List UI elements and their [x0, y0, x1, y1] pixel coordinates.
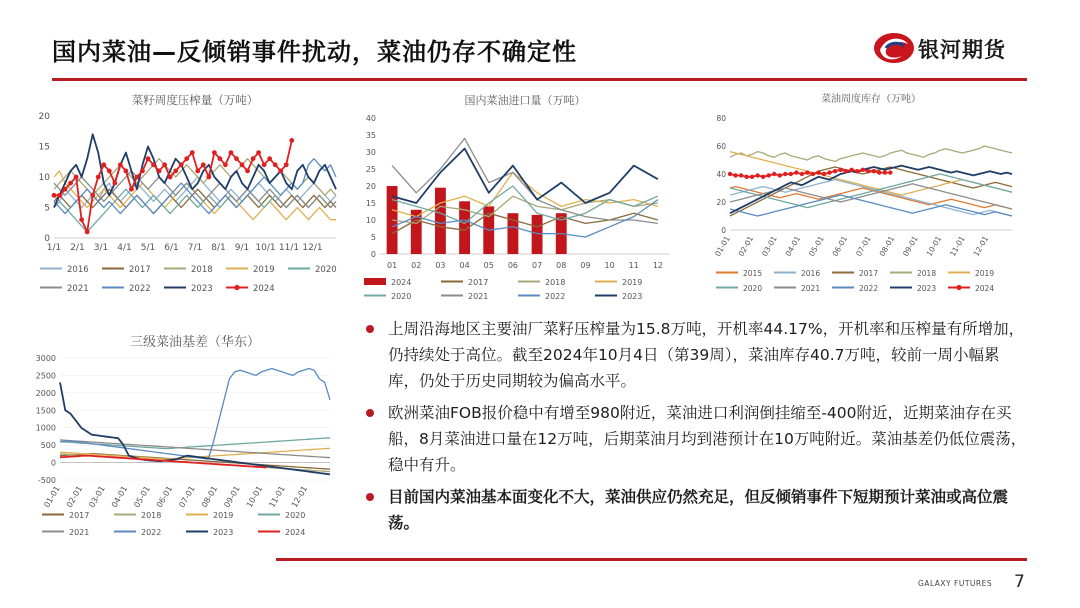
- legend-label: 2018: [141, 511, 162, 520]
- point-2024: [157, 169, 162, 174]
- legend-label: 2023: [213, 528, 234, 537]
- x-tick-label: 10-01: [244, 484, 265, 510]
- legend-label: 2021: [69, 528, 90, 537]
- y-tick-label: 60: [716, 142, 726, 151]
- basis-svg: [30, 330, 340, 550]
- x-tick-label: 08-01: [199, 484, 220, 510]
- x-tick-label: 04-01: [109, 484, 130, 510]
- point-2024: [273, 162, 278, 167]
- point-2024: [262, 162, 267, 167]
- legend-marker: [956, 285, 961, 290]
- import-volume-chart: [356, 90, 682, 305]
- x-tick-label: 06: [507, 261, 519, 270]
- point-2024: [811, 172, 815, 176]
- y-tick-label: 500: [40, 441, 56, 451]
- point-2024: [85, 230, 90, 235]
- y-tick-label: 35: [365, 131, 376, 140]
- logo-text: 银河期货: [918, 38, 1006, 62]
- bullet-dot-icon: [366, 493, 374, 501]
- point-2024: [267, 156, 272, 161]
- legend-label: 2017: [129, 265, 151, 275]
- legend-label: 2019: [213, 511, 234, 520]
- legend-label: 2024: [253, 284, 275, 294]
- point-2024: [883, 170, 887, 174]
- x-tick-label: 07: [531, 261, 543, 270]
- series-line-2023: [392, 149, 658, 203]
- legend-label: 2023: [191, 284, 213, 294]
- legend-label: 2020: [315, 265, 337, 275]
- x-tick-label: 02: [411, 261, 422, 270]
- point-2024: [74, 175, 79, 180]
- point-2024: [184, 156, 189, 161]
- x-tick-label: 5/1: [140, 243, 156, 253]
- legend-label: 2021: [801, 284, 821, 293]
- chart-title: 菜油周度库存（万吨）: [821, 94, 921, 105]
- x-tick-label: 6/1: [164, 243, 179, 253]
- series-line-2018: [730, 146, 1012, 161]
- x-tick-label: 10: [604, 261, 615, 270]
- point-2024: [173, 169, 178, 174]
- point-2024: [118, 162, 123, 167]
- point-2024: [866, 169, 870, 173]
- point-2024: [855, 169, 859, 173]
- x-tick-label: 12/1: [302, 243, 323, 253]
- series-line-2019: [392, 172, 658, 216]
- point-2024: [833, 169, 837, 173]
- x-tick-label: 05-01: [132, 484, 152, 510]
- point-2024: [783, 172, 787, 176]
- x-tick-label: 07-01: [854, 234, 873, 258]
- x-tick-label: 02-01: [736, 234, 756, 258]
- x-tick-label: 08: [556, 261, 567, 270]
- y-tick-label: -500: [37, 476, 56, 485]
- point-2024: [861, 168, 865, 172]
- point-2024: [229, 150, 234, 155]
- y-tick-label: 5: [44, 203, 50, 214]
- bullet-item: 目前国内菜油基本面变化不大，菜油供应仍然充足，但反倾销事件下短期预计菜油或高位震荡。: [358, 484, 1030, 536]
- legend-label: 2022: [141, 528, 162, 537]
- series-line-2022: [60, 369, 330, 460]
- point-2024: [778, 173, 782, 177]
- x-tick-label: 11-01: [948, 234, 967, 258]
- y-tick-label: 1500: [35, 406, 56, 416]
- x-tick-label: 04-01: [783, 234, 803, 258]
- bullet-dot-icon: [366, 409, 374, 417]
- legend-label: 2019: [253, 265, 275, 275]
- page-number: 7: [1014, 572, 1025, 592]
- x-tick-label: 9/1: [234, 243, 250, 253]
- x-tick-label: 03: [435, 261, 446, 270]
- y-tick-label: 15: [38, 142, 50, 153]
- y-tick-label: 10: [38, 173, 50, 183]
- point-2024: [129, 187, 134, 192]
- y-tick-label: 40: [716, 170, 726, 179]
- point-2024: [223, 162, 228, 167]
- point-2024: [90, 193, 95, 198]
- legend-label: 2016: [67, 265, 89, 275]
- legend-label: 2021: [67, 284, 89, 294]
- chart-title: 三级菜油基差（华东）: [129, 335, 261, 350]
- point-2024: [822, 172, 826, 176]
- x-tick-label: 09-01: [901, 234, 920, 258]
- point-2024: [206, 175, 211, 180]
- brand-logo: [872, 28, 1032, 68]
- point-2024: [827, 170, 831, 174]
- y-tick-label: 40: [365, 114, 376, 123]
- legend-label: 2017: [69, 511, 90, 520]
- y-tick-label: 15: [365, 199, 376, 208]
- legend-label: 2023: [622, 292, 643, 301]
- bullet-item: 欧洲菜油FOB报价稳中有增至980附近，菜油进口利润倒挂缩至-400附近，近期菜油存在买船，8月菜油进口量在12万吨，后期菜油月均到港预计在10万吨附近。菜油基差仍低位震荡，稳中有升。: [358, 400, 1030, 478]
- x-tick-label: 08-01: [877, 234, 897, 258]
- point-2024: [240, 162, 245, 167]
- x-tick-label: 03-01: [760, 234, 779, 258]
- galaxy-logo-icon: [872, 28, 916, 68]
- point-2024: [278, 169, 283, 174]
- legend-label: 2022: [859, 284, 879, 293]
- footer-divider: [276, 558, 1027, 561]
- bullet-dot-icon: [366, 325, 374, 333]
- y-tick-label: 20: [365, 182, 376, 191]
- point-2024: [256, 150, 261, 155]
- point-2024: [844, 169, 848, 173]
- bullet-item: 上周沿海地区主要油厂菜籽压榨量为15.8万吨，开机率44.17%，开机率和压榨量有所增加，仍持续处于高位。截至2024年10月4日（第39周），菜油库存40.7万吨，较前一周小幅累库，仍处于历史同期较为偏高水平。: [358, 316, 1030, 394]
- point-2024: [794, 170, 798, 174]
- x-tick-label: 12-01: [971, 234, 991, 258]
- point-2024: [179, 162, 184, 167]
- bar-07: [532, 215, 543, 254]
- x-tick-label: 10-01: [924, 234, 944, 258]
- point-2024: [217, 156, 222, 161]
- x-tick-label: 12-01: [289, 484, 310, 510]
- bar-03: [435, 188, 446, 254]
- y-tick-label: 0: [50, 458, 56, 468]
- point-2024: [190, 150, 195, 155]
- point-2024: [107, 169, 112, 174]
- x-tick-label: 01-01: [713, 234, 732, 258]
- point-2024: [234, 156, 239, 161]
- chart-title: 国内菜油进口量（万吨）: [464, 94, 586, 107]
- x-tick-label: 05: [483, 261, 494, 270]
- y-tick-label: 0: [721, 226, 726, 235]
- point-2024: [744, 175, 748, 179]
- point-2024: [888, 170, 892, 174]
- y-tick-label: 3000: [35, 354, 56, 363]
- legend-label: 2017: [859, 269, 879, 278]
- point-2024: [135, 175, 140, 180]
- legend-label: 2020: [743, 284, 763, 293]
- legend-label: 2024: [975, 284, 995, 293]
- crush-svg: [30, 90, 350, 305]
- y-tick-label: 10: [365, 216, 376, 225]
- y-tick-label: 20: [38, 112, 50, 122]
- point-2024: [733, 173, 737, 177]
- stock-svg: [706, 90, 1026, 305]
- point-2024: [739, 173, 743, 177]
- x-tick-label: 8/1: [211, 243, 226, 253]
- point-2024: [251, 156, 256, 161]
- legend-label: 2020: [391, 292, 412, 301]
- x-tick-label: 4/1: [117, 243, 132, 253]
- point-2024: [289, 138, 294, 143]
- legend-label: 2017: [468, 278, 489, 287]
- point-2024: [57, 193, 62, 198]
- point-2024: [767, 173, 771, 177]
- footer-brand: GALAXY FUTURES: [918, 579, 993, 588]
- point-2024: [123, 169, 128, 174]
- y-tick-label: 1000: [35, 423, 56, 433]
- legend-label: 2018: [545, 278, 566, 287]
- point-2024: [750, 175, 754, 179]
- x-tick-label: 1/1: [46, 243, 62, 253]
- x-tick-label: 11: [628, 261, 639, 270]
- point-2024: [151, 162, 156, 167]
- stock-chart: [706, 90, 1026, 305]
- y-tick-label: 0: [370, 250, 376, 259]
- y-tick-label: 25: [365, 165, 376, 174]
- x-tick-label: 11/1: [278, 243, 300, 253]
- point-2024: [872, 169, 876, 173]
- import-svg: [356, 90, 682, 305]
- point-2024: [728, 172, 732, 176]
- x-tick-label: 01-01: [42, 484, 62, 510]
- point-2024: [245, 169, 250, 174]
- x-tick-label: 7/1: [187, 243, 203, 253]
- crush-volume-chart: [30, 90, 350, 305]
- point-2024: [68, 181, 73, 186]
- y-tick-label: 0: [44, 234, 50, 244]
- point-2024: [168, 175, 173, 180]
- x-tick-label: 06-01: [830, 234, 850, 258]
- point-2024: [284, 162, 289, 167]
- x-tick-label: 01: [386, 261, 398, 270]
- point-2024: [789, 172, 793, 176]
- legend-label: 2018: [917, 269, 937, 278]
- x-tick-label: 3/1: [93, 243, 109, 253]
- legend-label: 2019: [622, 278, 643, 287]
- point-2024: [96, 175, 101, 180]
- y-tick-label: 2500: [35, 371, 56, 381]
- point-2024: [212, 150, 217, 155]
- legend-label: 2022: [545, 292, 566, 301]
- header-divider: [52, 78, 1027, 81]
- legend-swatch: [364, 278, 386, 285]
- point-2024: [79, 217, 84, 222]
- point-2024: [112, 181, 117, 186]
- x-tick-label: 06-01: [154, 484, 175, 510]
- legend-label: 2022: [129, 284, 151, 294]
- y-tick-label: 20: [716, 198, 726, 207]
- legend-label: 2024: [285, 528, 306, 537]
- x-tick-label: 05-01: [807, 234, 826, 258]
- point-2024: [63, 187, 68, 192]
- legend-label: 2023: [917, 284, 937, 293]
- analysis-bullets: [358, 316, 1030, 542]
- page-title: 国内菜油—反倾销事件扰动，菜油仍存不确定性: [52, 38, 577, 66]
- point-2024: [140, 169, 145, 174]
- point-2024: [101, 162, 106, 167]
- point-2024: [816, 170, 820, 174]
- legend-label: 2016: [801, 269, 821, 278]
- point-2024: [761, 175, 765, 179]
- y-tick-label: 30: [365, 148, 376, 157]
- point-2024: [201, 162, 206, 167]
- point-2024: [146, 156, 151, 161]
- legend-label: 2024: [391, 278, 412, 287]
- point-2024: [800, 172, 804, 176]
- point-2024: [755, 173, 759, 177]
- legend-label: 2020: [285, 511, 306, 520]
- x-tick-label: 11-01: [267, 484, 287, 510]
- x-tick-label: 2/1: [70, 243, 85, 253]
- x-tick-label: 09: [580, 261, 591, 270]
- basis-chart: [30, 330, 340, 550]
- point-2024: [52, 193, 57, 198]
- x-tick-label: 04: [459, 261, 470, 270]
- y-tick-label: 80: [716, 114, 726, 123]
- x-tick-label: 12: [652, 261, 664, 270]
- legend-label: 2015: [743, 269, 763, 278]
- x-tick-label: 02-01: [64, 484, 85, 510]
- legend-marker: [234, 285, 239, 290]
- chart-title: 菜籽周度压榨量（万吨）: [131, 93, 259, 107]
- point-2024: [838, 168, 842, 172]
- legend-label: 2021: [468, 292, 489, 301]
- point-2024: [805, 170, 809, 174]
- point-2024: [772, 172, 776, 176]
- x-tick-label: 09-01: [222, 484, 242, 510]
- y-tick-label: 2000: [35, 388, 56, 398]
- point-2024: [195, 169, 200, 174]
- x-tick-label: 10/1: [255, 243, 276, 253]
- point-2024: [877, 170, 881, 174]
- x-tick-label: 03-01: [87, 484, 107, 510]
- point-2024: [849, 168, 853, 172]
- point-2024: [162, 162, 167, 167]
- legend-label: 2019: [975, 269, 995, 278]
- legend-label: 2018: [191, 265, 213, 275]
- y-tick-label: 5: [370, 233, 376, 242]
- x-tick-label: 07-01: [177, 484, 197, 510]
